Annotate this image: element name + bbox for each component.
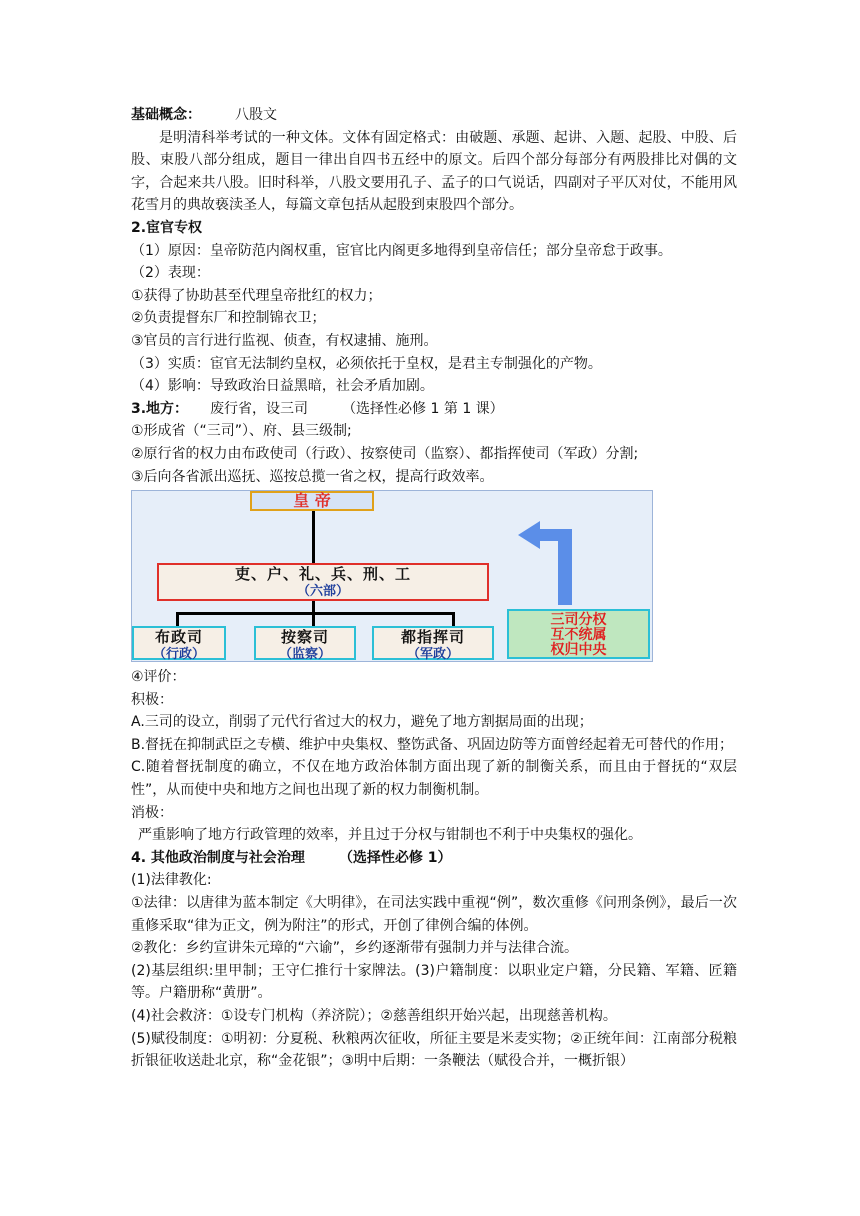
positive-c: C.随着督抚制度的确立，不仅在地方政治体制方面出现了新的制衡关系，而且由于督抚的“双层性”，从而使中央和地方之间也出现了新的权力制衡机制。 xyxy=(131,759,737,799)
section2-item3: ③官员的言行进行监视、侦查，有权逮捕、施刑。 xyxy=(131,332,438,349)
section2-title: 2.宦官专权 xyxy=(131,219,203,236)
connector-branch xyxy=(176,612,454,615)
note-box xyxy=(507,609,650,659)
positive-b: B.督抚在抑制武臣之专横、维护中央集权、整饬武备、巩固边防等方面曾经起着无可替代的作用； xyxy=(131,736,734,753)
connector-emperor xyxy=(312,511,315,563)
ministries-box xyxy=(157,563,489,601)
connector-mid xyxy=(312,612,315,626)
social-relief: (4)社会救济：①设专门机构（养济院）；②慈善组织开始兴起，出现慈善机构。 xyxy=(131,1008,617,1024)
grassroots-household: (2)基层组织:里甲制；王守仁推行十家牌法。(3)户籍制度：以职业定户籍，分民籍、军籍、匠籍等。户籍册称“黄册”。 xyxy=(131,962,737,1002)
section2-item1: ①获得了协助甚至代理皇帝批红的权力； xyxy=(131,287,382,304)
note-line1: 三司分权 xyxy=(550,612,607,629)
law-heading: (1)法律教化: xyxy=(131,872,212,889)
concept-paragraph: 是明清科举考试的一种文体。文体有固定格式：由破题、承题、起讲、入题、起股、中股、后股、束股八部分组成，题目一律出自四书五经中的原文。后四个部分每部分有两股排比对偶的文字，合起来共八股。旧时科举，八股文要用孔子、孟子的口气说话，四副对子平仄对仗，不能用风花雪月的典故亵渎圣人，每篇文章包括从起股到束股四个部分。 xyxy=(131,129,737,214)
section3-ref: （选择性必修 1 第 1 课） xyxy=(342,400,504,417)
positive-a: A.三司的设立，削弱了元代行省过大的权力，避免了地方割据局面的出现； xyxy=(131,714,593,731)
section3-item2: ②原行省的权力由布政使司（行政）、按察使司（监察）、都指挥使司（军政）分割; xyxy=(131,445,639,462)
supervision-division-label: 按察司 xyxy=(280,628,329,647)
military-division-box xyxy=(372,626,494,663)
negative-text: 严重影响了地方行政管理的效率，并且过于分权与钳制也不利于中央集权的强化。 xyxy=(138,827,642,844)
ministries-sub-label: （六部） xyxy=(296,584,349,600)
section2-manifest: （2）表现： xyxy=(131,265,210,282)
admin-division-label: 布政司 xyxy=(154,628,203,647)
section4-ref: （选择性必修 1） xyxy=(338,849,452,866)
military-division-sub: （军政） xyxy=(406,647,459,663)
section4-title-line xyxy=(131,847,737,870)
three-divisions-diagram xyxy=(131,490,653,662)
concept-line xyxy=(131,104,737,127)
admin-division-sub: （行政） xyxy=(152,647,205,663)
tax-system: (5)赋役制度：①明初：分夏税、秋粮两次征收，所征主要是米麦实物；②正统年间：江南部分税粮折银征收送赴北京，称“金花银”；③明中后期：一条鞭法（赋役合并，一概折银） xyxy=(131,1030,737,1070)
note-line3: 权归中央 xyxy=(550,642,607,659)
section3-subtitle: 废行省，设三司 xyxy=(210,400,309,417)
section2-item2: ②负责提督东厂和控制锦衣卫； xyxy=(131,310,326,327)
section4-title: 4. 其他政治制度与社会治理 xyxy=(131,849,305,866)
emperor-label: 皇 帝 xyxy=(293,491,331,511)
law-item1: ①法律：以唐律为蓝本制定《大明律》，在司法实践中重视“例”，数次重修《问刑条例》，最后一次重修采取“律为正文，例为附注”的形式，开创了律例合编的体例。 xyxy=(131,895,737,934)
evaluation-heading: ④评价： xyxy=(131,669,186,686)
negative-heading: 消极： xyxy=(131,804,173,821)
note-line2: 互不统属 xyxy=(550,627,607,644)
document-page xyxy=(131,104,737,1073)
supervision-division-sub: （监察） xyxy=(278,647,331,663)
section2-cause: （1）原因：皇帝防范内阁权重，宦官比内阁更多地得到皇帝信任；部分皇帝怠于政事。 xyxy=(131,242,672,259)
military-division-label: 都指挥司 xyxy=(400,628,465,647)
positive-heading: 积极： xyxy=(131,691,173,708)
section3-title: 3.地方： xyxy=(131,400,189,417)
section3-title-line xyxy=(131,398,737,421)
section2-essence: （3）实质：宦官无法制约皇权，必须依托于皇权，是君主专制强化的产物。 xyxy=(131,355,602,372)
connector-left xyxy=(176,612,179,626)
upward-arrow-icon xyxy=(514,519,584,609)
section2-impact: （4）影响：导致政治日益黑暗，社会矛盾加剧。 xyxy=(131,378,434,395)
section3-item1: ①形成省（“三司”）、府、县三级制; xyxy=(131,423,352,440)
concept-term: 八股文 xyxy=(235,107,277,123)
emperor-box xyxy=(250,491,374,511)
supervision-division-box xyxy=(254,626,356,663)
ministries-label: 吏、户、礼、兵、刑、工 xyxy=(234,565,411,584)
connector-right xyxy=(452,612,455,626)
law-item2: ②教化：乡约宣讲朱元璋的“六谕”，乡约逐渐带有强制力并与法律合流。 xyxy=(131,940,579,957)
concept-label: 基础概念： xyxy=(131,107,201,123)
section3-item3: ③后向各省派出巡抚、巡按总揽一省之权，提高行政效率。 xyxy=(131,468,494,485)
admin-division-box xyxy=(132,626,226,663)
